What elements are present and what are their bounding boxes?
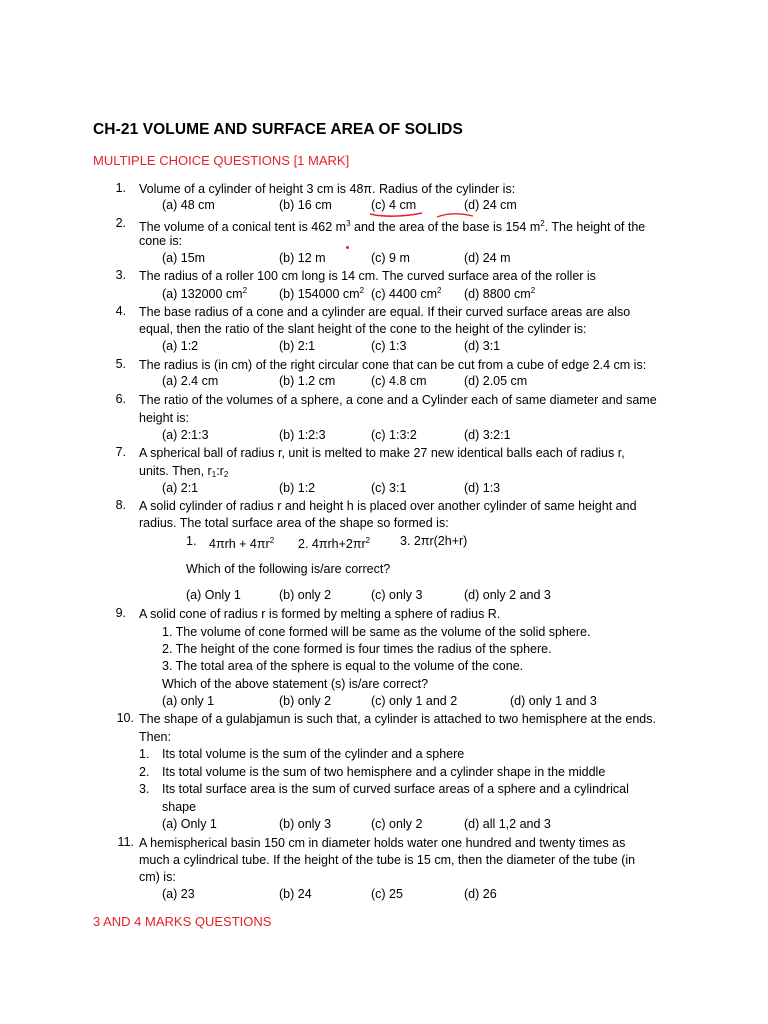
question-text: The shape of a gulabjamun is such that, a cylinder is attached to two hemisphere at the ends. <box>139 712 656 726</box>
question-text: Volume of a cylinder of height 3 cm is 48π. Radius of the cylinder is: <box>139 182 516 196</box>
question-number: 9. <box>115 606 126 620</box>
option-b: (b) only 3 <box>279 817 332 831</box>
question-prompt: Which of the following is/are correct? <box>186 562 391 576</box>
statement-1: Its total volume is the sum of the cylinder and a sphere <box>162 747 465 761</box>
sub-item-1: $4\pi rh + 4\pi r^2$ <box>209 536 275 551</box>
question-text-line-2: radius. The total surface area of the shape so formed is: <box>139 516 449 530</box>
option-c: (c) 1:3:2 <box>371 428 417 442</box>
option-d: (d) only 2 and 3 <box>464 588 551 602</box>
option-d: (d) 26 <box>464 887 497 901</box>
option-c: (c) 4400 $cm^2$ <box>371 286 442 301</box>
option-a: (a) 132000 $cm^2$ <box>162 286 248 301</box>
option-a: (a) only 1 <box>162 694 215 708</box>
option-d: (d) 3:1 <box>464 339 501 353</box>
option-c: (c) 1:3 <box>371 339 407 353</box>
statement-1: 1. The volume of cone formed will be same as the volume of the solid sphere. <box>162 625 591 639</box>
option-d: (d) 3:2:1 <box>464 428 511 442</box>
option-d: (d) 1:3 <box>464 481 501 495</box>
option-a: (a) 2.4 cm <box>162 374 219 388</box>
section-heading-long-answer: 3 AND 4 MARKS QUESTIONS <box>93 914 272 929</box>
question-text: A solid cone of radius r is formed by melting a sphere of radius R. <box>139 607 501 621</box>
statement-3: Its total surface area is the sum of curved surface areas of a sphere and a cylindrical <box>162 782 629 796</box>
option-a: (a) Only 1 <box>186 588 241 602</box>
option-b: (b) 2:1 <box>279 339 316 353</box>
option-c: (c) only 3 <box>371 588 423 602</box>
option-d: (d) 2.05 cm <box>464 374 528 388</box>
question-number: 7. <box>115 445 126 459</box>
question-prompt: Which of the above statement (s) is/are correct? <box>162 677 429 691</box>
question-text-line-2: units. Then, $r_1:r_2$ <box>139 464 229 479</box>
section-heading-mcq: MULTIPLE CHOICE QUESTIONS [1 MARK] <box>93 153 350 168</box>
question-text: A solid cylinder of radius r and height h is placed over another cylinder of same height and <box>139 499 637 513</box>
option-c: (c) 9 m <box>371 251 410 265</box>
option-b: (b) 1:2:3 <box>279 428 326 442</box>
statement-3: 3. The total area of the sphere is equal to the volume of the cone. <box>162 659 524 673</box>
sub-item-number: 1. <box>186 534 197 548</box>
option-b: (b) 12 m <box>279 251 326 265</box>
question-text: A hemispherical basin 150 cm in diameter holds water one hundred and twenty times as <box>139 836 626 850</box>
question-number: 8. <box>115 498 126 512</box>
option-b: (b) 154000 $cm^2$ <box>279 286 365 301</box>
question-text-line-3: cm) is: <box>139 870 176 884</box>
option-a: (a) 23 <box>162 887 195 901</box>
sub-item-3: 3. 2πr(2h+r) <box>400 534 468 548</box>
option-b: (b) 1:2 <box>279 481 316 495</box>
option-c: (c) 3:1 <box>371 481 407 495</box>
option-a: (a) 1:2 <box>162 339 199 353</box>
option-c: (c) 4 cm <box>371 198 417 212</box>
question-number: 5. <box>115 357 126 371</box>
question-text: The base radius of a cone and a cylinder are equal. If their curved surface areas are also <box>139 305 631 319</box>
question-text: A spherical ball of radius r, unit is melted to make 27 new identical balls each of radius r, <box>139 446 625 460</box>
sub-item-number: 1. <box>139 747 150 761</box>
question-number: 4. <box>115 304 126 318</box>
sub-item-2: 2. $4\pi rh+2\pi r^2$ <box>298 536 371 551</box>
option-c: (c) only 2 <box>371 817 423 831</box>
sub-item-number: 3. <box>139 782 150 796</box>
question-text-line-2: equal, then the ratio of the slant height of the cone to the height of the cylinder is: <box>139 322 587 336</box>
option-c: (c) 4.8 cm <box>371 374 427 388</box>
option-d: (d) only 1 and 3 <box>510 694 597 708</box>
question-number: 2. <box>115 216 126 230</box>
option-a: (a) 15m <box>162 251 206 265</box>
option-b: (b) 16 cm <box>279 198 332 212</box>
option-d: (d) 8800 $cm^2$ <box>464 286 536 301</box>
statement-3-line-2: shape <box>162 800 197 814</box>
question-number: 6. <box>115 392 126 406</box>
option-a: (a) 2:1 <box>162 481 199 495</box>
question-text-line-2: much a cylindrical tube. If the height of the tube is 15 cm, then the diameter of the tube (in <box>139 853 636 867</box>
page-title: CH-21 VOLUME AND SURFACE AREA OF SOLIDS <box>93 121 463 138</box>
question-number: 11. <box>117 835 134 849</box>
option-d: (d) all 1,2 and 3 <box>464 817 551 831</box>
option-a: (a) 48 cm <box>162 198 215 212</box>
option-b: (b) only 2 <box>279 694 332 708</box>
question-number: 3. <box>115 268 126 282</box>
question-text: The radius is (in cm) of the right circular cone that can be cut from a cube of edge 2.4 cm is: <box>139 358 647 372</box>
statement-2: 2. The height of the cone formed is four times the radius of the sphere. <box>162 642 552 656</box>
question-text: The ratio of the volumes of a sphere, a cone and a Cylinder each of same diameter and same <box>139 393 657 407</box>
question-text-line-2: cone is: <box>139 234 183 248</box>
red-dot-mark <box>346 246 349 249</box>
statement-2: Its total volume is the sum of two hemisphere and a cylinder shape in the middle <box>162 765 606 779</box>
sub-item-number: 2. <box>139 765 150 779</box>
question-text: The radius of a roller 100 cm long is 14 cm. The curved surface area of the roller is <box>139 269 596 283</box>
question-number: 10. <box>116 711 134 725</box>
option-d: (d) 24 cm <box>464 198 517 212</box>
option-a: (a) 2:1:3 <box>162 428 209 442</box>
question-text-line-2: height is: <box>139 411 190 425</box>
option-c: (c) 25 <box>371 887 403 901</box>
question-text: The volume of a conical tent is 462 $m^3$ and the area of the base is 154 $m^2$. The height of the <box>139 219 646 234</box>
option-b: (b) only 2 <box>279 588 332 602</box>
option-b: (b) 24 <box>279 887 312 901</box>
question-text-line-2: Then: <box>139 730 171 744</box>
option-d: (d) 24 m <box>464 251 511 265</box>
option-b: (b) 1.2 cm <box>279 374 336 388</box>
option-a: (a) Only 1 <box>162 817 217 831</box>
question-number: 1. <box>115 181 126 195</box>
option-c: (c) only 1 and 2 <box>371 694 458 708</box>
